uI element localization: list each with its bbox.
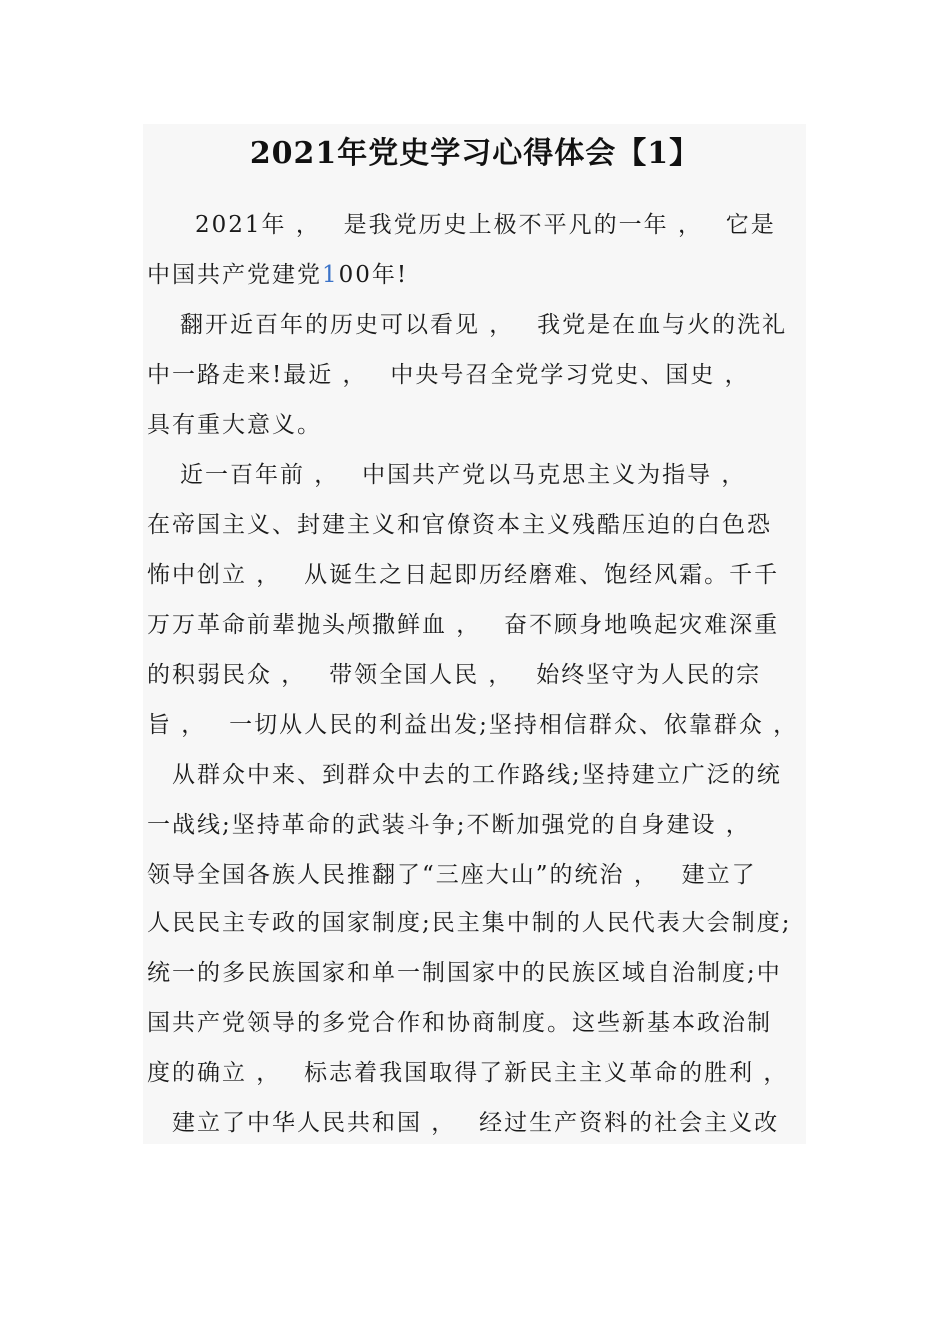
- paragraph-line: [147, 255, 408, 295]
- paragraph-line: 在帝国主义、封建主义和官僚资本主义残酷压迫的白色恐: [147, 512, 772, 538]
- paragraph-line: 翻开近百年的历史可以看见 ， 我党是在血与火的洗礼: [180, 312, 788, 338]
- text-segment: 00年!: [338, 262, 409, 288]
- paragraph-line: 度的确立 ， 标志着我国取得了新民主主义革命的胜利 ，: [147, 1060, 789, 1086]
- paragraph-line: 近一百年前 ， 中国共产党以马克思主义为指导 ，: [180, 462, 747, 488]
- document-title: 2021年党史学习心得体会【1】: [249, 136, 701, 171]
- paragraph-line: 怖中创立 ， 从诞生之日起即历经磨难、饱经风霜。千千: [147, 562, 780, 588]
- highlighted-digit: 1: [322, 262, 339, 288]
- paragraph-line: 中一路走来!最近 ， 中央号召全党学习党史、国史 ，: [147, 362, 750, 388]
- paragraph-line: 统一的多民族国家和单一制国家中的民族区域自治制度;中: [147, 960, 782, 986]
- paragraph-line: 一战线;坚持革命的武装斗争;不断加强党的自身建设 ，: [147, 812, 751, 838]
- paragraph-line: 的积弱民众 ， 带领全国人民 ， 始终坚守为人民的宗: [147, 662, 762, 688]
- paragraph-line: 旨 ， 一切从人民的利益出发;坚持相信群众、依靠群众 ，: [147, 712, 799, 738]
- paragraph-line: 从群众中来、到群众中去的工作路线;坚持建立广泛的统: [172, 762, 782, 788]
- paragraph-line: 建立了中华人民共和国 ， 经过生产资料的社会主义改: [172, 1110, 780, 1136]
- text-segment: 中国共产党建党: [147, 262, 322, 288]
- paragraph-line: 国共产党领导的多党合作和协商制度。这些新基本政治制: [147, 1010, 772, 1036]
- paragraph-line: 具有重大意义。: [147, 412, 322, 438]
- paragraph-line: 人民民主专政的国家制度;民主集中制的人民代表大会制度;: [147, 910, 792, 936]
- paragraph-line: 2021年 ， 是我党历史上极不平凡的一年 ， 它是: [195, 212, 776, 238]
- paragraph-line: 领导全国各族人民推翻了“三座大山”的统治 ， 建立了: [147, 862, 757, 888]
- paragraph-line: 万万革命前辈抛头颅撒鲜血 ， 奋不顾身地唤起灾难深重: [147, 612, 780, 638]
